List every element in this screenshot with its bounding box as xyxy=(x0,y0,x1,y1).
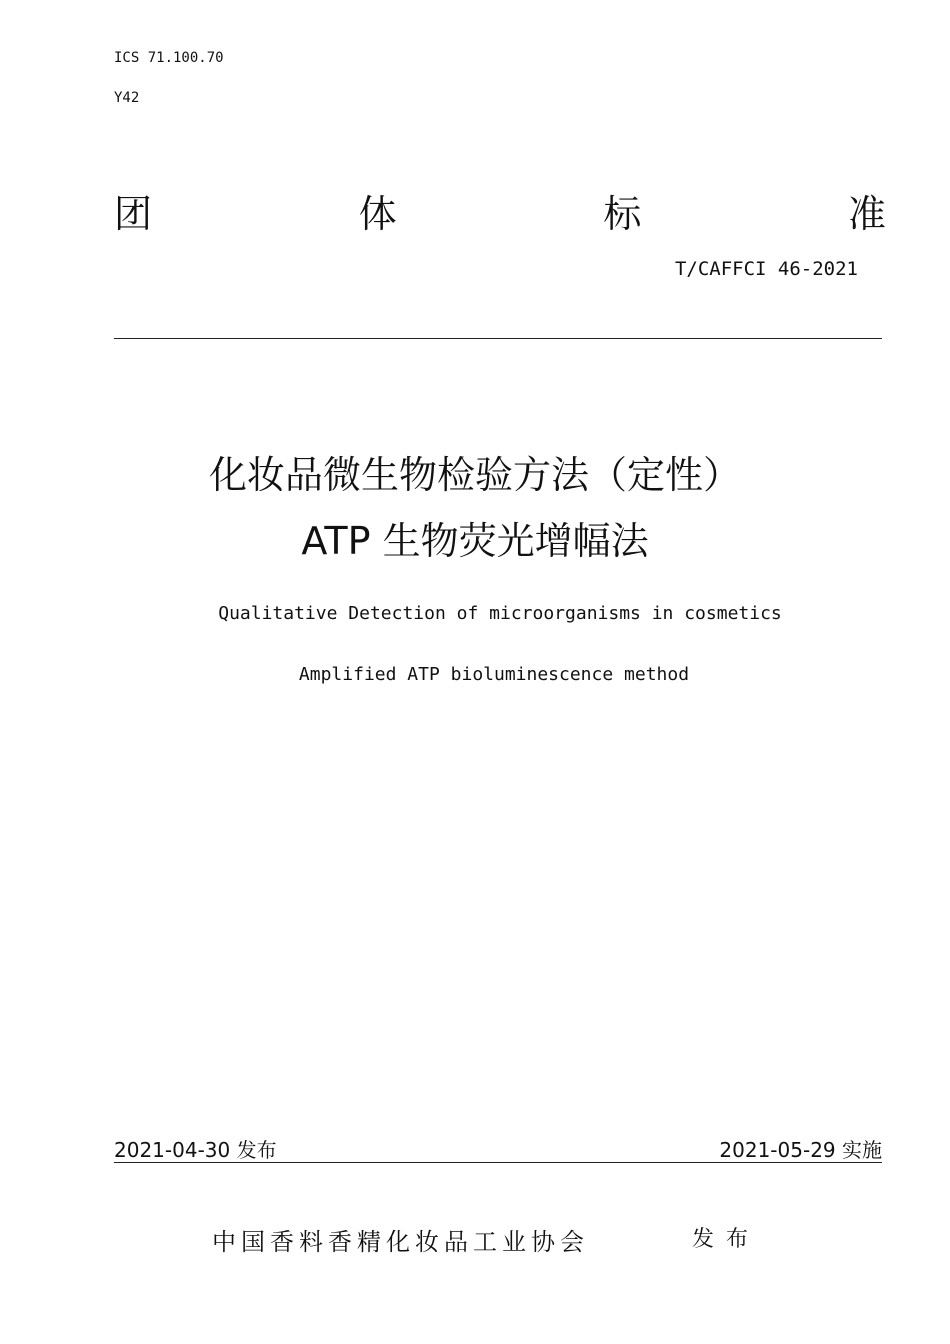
top-divider xyxy=(114,338,882,339)
ics-code: ICS 71.100.70 xyxy=(114,50,224,66)
chinese-title xyxy=(0,442,950,574)
standard-type-char: 团 xyxy=(114,191,153,236)
issuing-organization: 中国香料香精化妆品工业协会 xyxy=(212,1228,589,1256)
issue-label: 发布 xyxy=(692,1227,761,1252)
publish-date: 2021-04-30 发布 xyxy=(114,1138,277,1162)
standard-number: T/CAFFCI 46-2021 xyxy=(674,258,858,280)
implementation-date: 2021-05-29 实施 xyxy=(719,1138,882,1162)
standard-type-heading xyxy=(114,185,886,235)
standard-type-char: 标 xyxy=(603,191,642,236)
standard-type-char: 体 xyxy=(358,191,397,236)
bottom-divider xyxy=(114,1162,882,1163)
english-title-line-2: Amplified ATP bioluminescence method xyxy=(298,664,690,685)
chinese-title-line-1: 化妆品微生物检验方法（定性） xyxy=(208,453,741,497)
standard-type-char: 准 xyxy=(847,191,886,236)
classification-code: Y42 xyxy=(114,90,140,106)
chinese-title-line-2: ATP 生物荧光增幅法 xyxy=(301,519,649,563)
english-title-line-1: Qualitative Detection of microorganisms in cosmetics xyxy=(218,603,782,624)
